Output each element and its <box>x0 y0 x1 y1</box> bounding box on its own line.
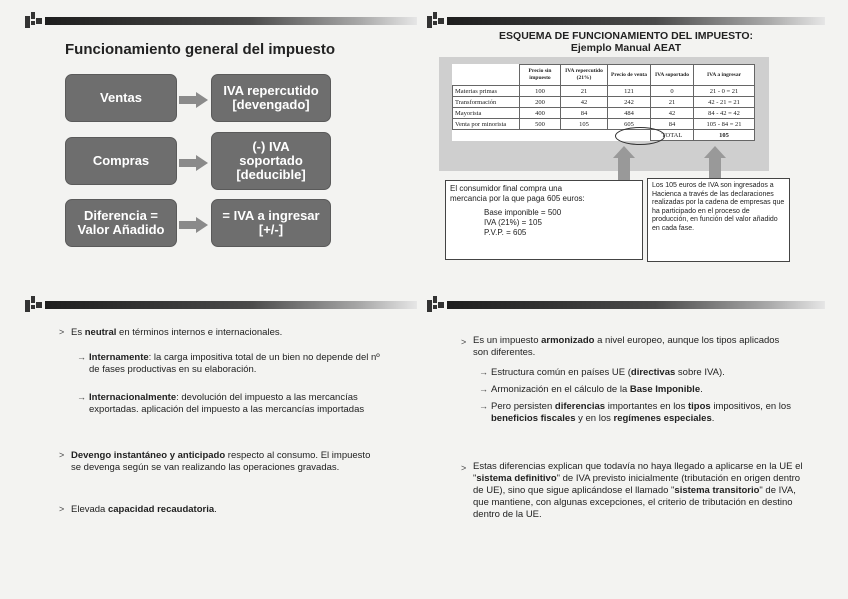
bullet-icon: > <box>461 337 467 347</box>
bullet-capacidad: Elevada capacidad recaudatoria. <box>71 504 217 515</box>
box-ventas: Ventas <box>65 74 177 122</box>
bullet-neutral: Es neutral en términos internos e internacionales. <box>71 327 283 338</box>
bullet-sistema: Estas diferencias explican que todavía no haya llegado a aplicarse en la UE el "sistema definitivo" de IVA previsto inicialmente (tributación en origen dentro de UE), sino que sigue aplicándose el llamado "sistema transitorio" de IVA, que mantiene, con algunas excepciones, el criterio de tributación en destino dentro de la UE. <box>473 461 803 520</box>
table-row: Materias primas 100 21 121 0 21 - 0 = 21 <box>453 86 755 97</box>
up-arrow-icon <box>613 146 635 180</box>
slide-general-functioning <box>25 8 417 278</box>
box-iva-soportado: (-) IVA soportado [deducible] <box>211 132 331 190</box>
arrow-bullet-icon: → <box>479 384 488 394</box>
iva-table <box>452 64 755 141</box>
logo-mark <box>427 12 449 30</box>
logo-mark <box>427 296 449 314</box>
slide-characteristics <box>25 292 417 582</box>
table-header-row: Precio sin impuesto IVA repercutido (21%) Precio de venta IVA soportado IVA a ingresar <box>453 65 755 86</box>
arrow-bullet-icon: → <box>77 392 86 402</box>
header-bar <box>427 14 825 28</box>
sub-estructura: Estructura común en países UE (directivas sobre IVA). <box>491 367 725 378</box>
sub-internamente: Internamente: la carga impositiva total de un bien no depende del nº de fases productivas en su elaboración. <box>89 352 380 375</box>
table-total-row: TOTAL 105 <box>453 130 755 141</box>
arrow-bullet-icon: → <box>479 367 488 377</box>
table-row: Mayorista 400 84 484 42 84 - 42 = 42 <box>453 108 755 119</box>
box-compras: Compras <box>65 137 177 185</box>
box-diferencia: Diferencia = Valor Añadido <box>65 199 177 247</box>
slide-scheme-example <box>427 8 825 278</box>
box-iva-repercutido: IVA repercutido [devengado] <box>211 74 331 122</box>
arrow-bullet-icon: → <box>479 401 488 411</box>
header-bar <box>427 298 825 312</box>
slide-harmonization <box>427 292 825 582</box>
highlight-oval <box>615 127 665 145</box>
bullet-devengo: Devengo instantáneo y anticipado respecto al consumo. El impuesto se devenga según se van realizando las operaciones gravadas. <box>71 450 371 473</box>
bullet-icon: > <box>59 450 65 460</box>
header-bar <box>25 14 417 28</box>
header-bar <box>25 298 417 312</box>
consumer-note: El consumidor final compra una mercancia por la que paga 605 euros: Base imponible = 500 IVA (21%) = 105 P.V.P. = 605 <box>445 180 643 260</box>
sub-internacionalmente: Internacionalmente: devolución del impuesto a las mercancías exportadas. aplicación del impuesto a las mercancías importadas <box>89 392 365 415</box>
table-row: Venta por minorista 500 105 605 84 105 - 84 = 21 <box>453 119 755 130</box>
slide-title: ESQUEMA DE FUNCIONAMIENTO DEL IMPUESTO: Ejemplo Manual AEAT <box>499 30 753 54</box>
bullet-icon: > <box>59 504 65 514</box>
logo-mark <box>25 12 47 30</box>
sub-armonizacion: Armonización en el cálculo de la Base Imponible. <box>491 384 703 395</box>
up-arrow-icon <box>704 146 726 180</box>
logo-mark <box>25 296 47 314</box>
box-iva-a-ingresar: = IVA a ingresar [+/-] <box>211 199 331 247</box>
table-row: Transformación 200 42 242 21 42 - 21 = 21 <box>453 97 755 108</box>
bullet-icon: > <box>461 463 467 473</box>
arrow-bullet-icon: → <box>77 352 86 362</box>
slide-title: Funcionamiento general del impuesto <box>65 41 336 58</box>
bullet-armonizado: Es un impuesto armonizado a nivel europeo, aunque los tipos aplicados son diferentes. <box>473 335 780 358</box>
bullet-icon: > <box>59 327 65 337</box>
sub-diferencias: Pero persisten diferencias importantes en los tipos impositivos, en los beneficios fiscales y en los regímenes especiales. <box>491 401 791 424</box>
hacienda-note: Los 105 euros de IVA son ingresados a Hacienca a través de las declaraciones realizadas por la cadena de empresas que ha participado en el proceso de producción, en función del valor añadido en cada fase. <box>647 178 790 262</box>
